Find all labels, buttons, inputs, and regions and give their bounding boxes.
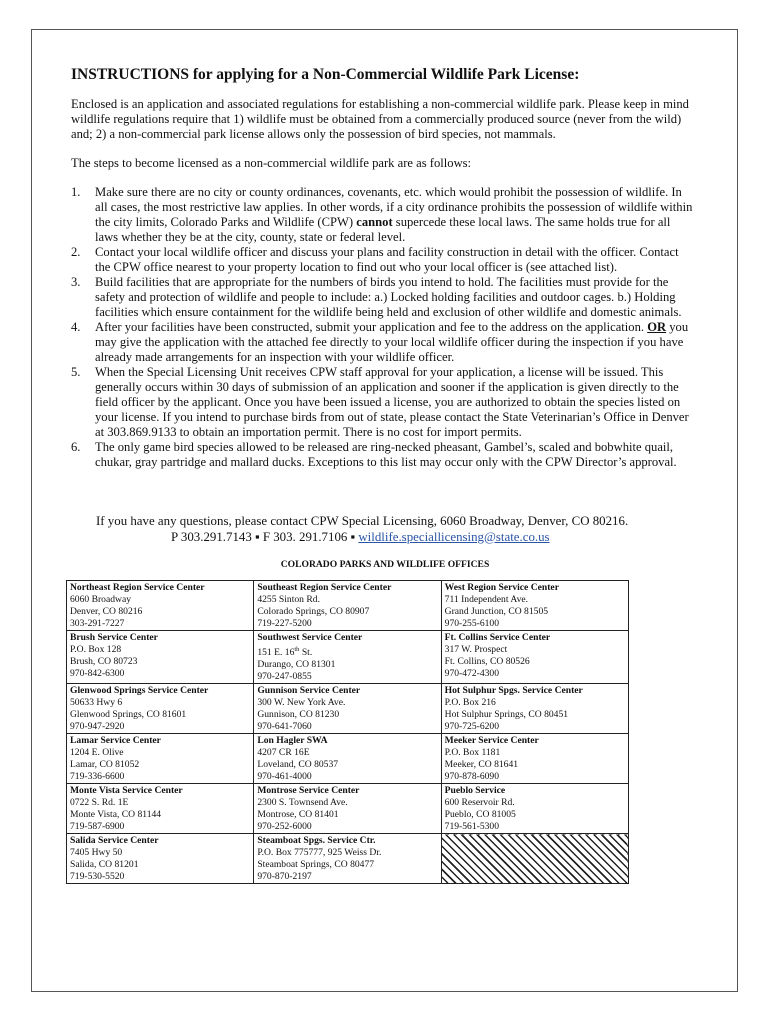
table-row [67,684,629,734]
office-cell: Pueblo Service 600 Reservoir Rd. Pueblo, CO 81005 719-561-5300 [441,784,628,834]
step-number: 5. [71,365,81,379]
hatched-empty-cell [441,834,628,884]
step-item: 4. After your facilities have been constructed, submit your application and fee to the address on the application. OR you may give the application with the attached fee directly to your local wildlife officer during the inspection if you have already made arrangements for an inspection with your wildlife officer. [71,320,689,364]
intro-paragraph: Enclosed is an application and associated regulations for establishing a non-commercial wildlife park. Please keep in mind wildlife regulations require that 1) wildlife must be obtained from a commercially produced source (never from the wild) and; 2) a non-commercial park license allows only the possession of bird species, not mammals. [71,97,689,141]
office-cell: Steamboat Spgs. Service Ctr. P.O. Box 775777, 925 Weiss Dr. Steamboat Springs, CO 80477 970-870-2197 [254,834,441,884]
office-cell: Montrose Service Center 2300 S. Townsend Ave. Montrose, CO 81401 970-252-6000 [254,784,441,834]
office-cell: Salida Service Center 7405 Hwy 50 Salida, CO 81201 719-530-5520 [67,834,254,884]
office-cell: Brush Service Center P.O. Box 128 Brush, CO 80723 970-842-6300 [67,631,254,684]
office-cell: West Region Service Center 711 Independent Ave. Grand Junction, CO 81505 970-255-6100 [441,581,628,631]
step-item: 3. Build facilities that are appropriate for the numbers of birds you intend to hold. The facilities must provide for the safety and protection of wildlife and people to include: a.) Locked holding facilities and outdoor cages. b.) Holding facilities which ensure containment for the wildlife being held and exclusion of other wildlife and domestic animals. [71,275,682,319]
step-number: 3. [71,275,81,289]
contact-line: If you have any questions, please contact CPW Special Licensing, 6060 Broadway, Denver, CO 80216. [96,514,629,528]
office-cell: Glenwood Springs Service Center 50633 Hwy 6 Glenwood Springs, CO 81601 970-947-2920 [67,684,254,734]
page-title: INSTRUCTIONS for applying for a Non-Commercial Wildlife Park License: [71,66,580,83]
contact-phone-line: P 303.291.7143 ▪ F 303. 291.7106 ▪ wildlife.speciallicensing@state.co.us [171,529,550,544]
steps-intro: The steps to become licensed as a non-commercial wildlife park are as follows: [71,156,472,170]
table-row [67,734,629,784]
office-cell: Lamar Service Center 1204 E. Olive Lamar, CO 81052 719-336-6600 [67,734,254,784]
step-number: 6. [71,440,81,454]
emphasis-cannot: cannot [356,215,393,229]
emphasis-or: OR [647,320,667,334]
office-cell: Monte Vista Service Center 0722 S. Rd. 1E Monte Vista, CO 81144 719-587-6900 [67,784,254,834]
step-item: 5. When the Special Licensing Unit receives CPW staff approval for your application, a license will be issued. This generally occurs within 30 days of submission of an application and sooner if the application is given directly to the field officer by the applicant. Once you have been issued a license, you are authorized to obtain the species listed on your license. If you intend to purchase birds from out of state, please contact the State Veterinarian’s Office in Denver at 303.869.9133 to obtain an importation permit. There is no cost for import permits. [71,365,689,439]
step-item: 2. Contact your local wildlife officer and discuss your plans and facility construction in detail with the officer. Contact the CPW office nearest to your property location to find out who your local officer is (see attached list). [71,245,679,274]
table-row [67,631,629,684]
step-item: 6. The only game bird species allowed to be released are ring-necked pheasant, Gambel’s, scaled and bobwhite quail, chukar, gray partridge and mallard ducks. Exceptions to this list may occur only with the CPW Director’s approval. [71,440,677,469]
contact-block [96,514,696,545]
steps-list [71,185,693,470]
office-cell: Gunnison Service Center 300 W. New York Ave. Gunnison, CO 81230 970-641-7060 [254,684,441,734]
table-row [67,834,629,884]
office-cell: Ft. Collins Service Center 317 W. Prospect Ft. Collins, CO 80526 970-472-4300 [441,631,628,684]
office-cell: Northeast Region Service Center 6060 Broadway Denver, CO 80216 303-291-7227 [67,581,254,631]
table-row [67,784,629,834]
office-cell: Southeast Region Service Center 4255 Sinton Rd. Colorado Springs, CO 80907 719-227-5200 [254,581,441,631]
step-number: 1. [71,185,81,199]
office-cell: Hot Sulphur Spgs. Service Center P.O. Box 216 Hot Sulphur Springs, CO 80451 970-725-6200 [441,684,628,734]
office-cell: Lon Hagler SWA 4207 CR 16E Loveland, CO 80537 970-461-4000 [254,734,441,784]
office-cell: Southwest Service Center 151 E. 16th St. Durango, CO 81301 970-247-0855 [254,631,441,684]
step-number: 2. [71,245,81,259]
offices-heading: COLORADO PARKS AND WILDLIFE OFFICES [280,559,490,570]
email-link[interactable]: wildlife.speciallicensing@state.co.us [358,529,550,544]
offices-table [66,580,629,884]
step-item: 1. Make sure there are no city or county ordinances, covenants, etc. which would prohibit the possession of wildlife. In all cases, the most restrictive law applies. In other words, if a city ordinance prohibits the possession of wildlife within the city limits, Colorado Parks and Wildlife (CPW) cannot supercede these local laws. The same holds true for all laws whether they be at the city, county, state or federal level. [71,185,693,244]
step-number: 4. [71,320,81,334]
office-cell: Meeker Service Center P.O. Box 1181 Meeker, CO 81641 970-878-6090 [441,734,628,784]
table-row [67,581,629,631]
